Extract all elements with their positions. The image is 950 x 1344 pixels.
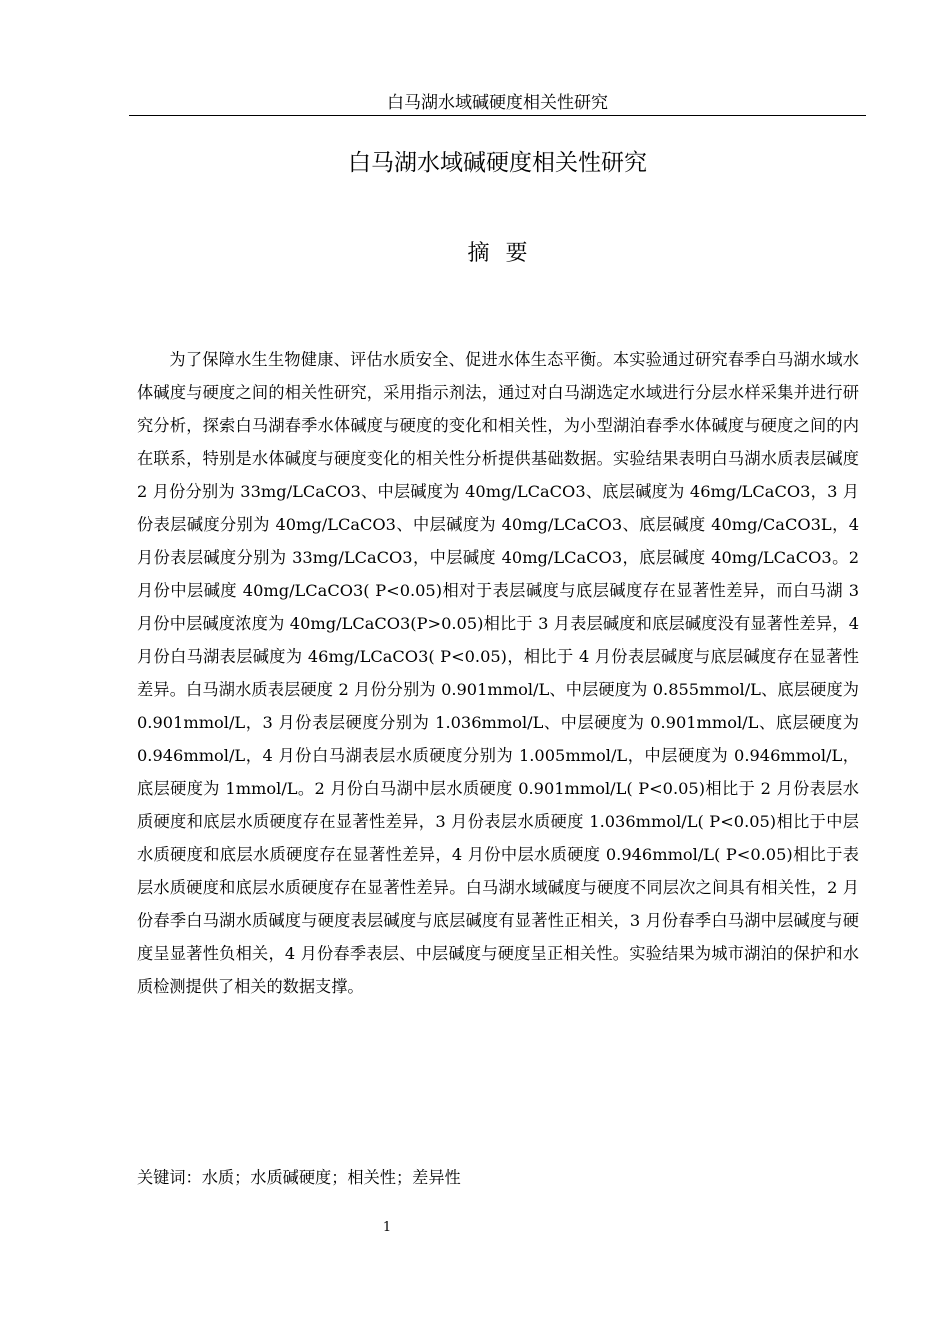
page-number: 1 [382, 1220, 392, 1235]
abstract-heading: 摘要 [467, 241, 544, 266]
keywords-line: 关键词：水质；水质碱硬度；相关性；差异性 [137, 1168, 461, 1187]
document-title: 白马湖水域碱硬度相关性研究 [348, 150, 647, 176]
running-header: 白马湖水域碱硬度相关性研究 [387, 93, 608, 113]
abstract-paragraph: 为了保障水生生物健康、评估水质安全、促进水体生态平衡。本实验通过研究春季白马湖水域水体碱度与硬度之间的相关性研究，采用指示剂法，通过对白马湖选定水域进行分层水样采集并进行研究分析，探索白马湖春季水体碱度与硬度的变化和相关性，为小型湖泊春季水体碱度与硬度之间的内在联系，特别是水体碱度与硬度变化的相关性分析提供基础数据。实验结果表明白马湖水质表层碱度 2 月份分别为 33mg/LCaCO3、中层碱度为 40mg/LCaCO3、底层碱度为 46mg/LCaCO3，3 月份表层碱度分别为 40mg/LCaCO3、中层碱度为 40mg/LCaCO3、底层碱度 40mg/CaCO3L，4 月份表层碱度分别为 33mg/LCaCO3，中层碱度 40mg/LCaCO3，底层碱度 40mg/LCaCO3。2 月份中层碱度 40mg/LCaCO3( P<0.05)相对于表层碱度与底层碱度存在显著性差异，而白马湖 3 月份中层碱度浓度为 40mg/LCaCO3(P>0.05)相比于 3 月表层碱度和底层碱度没有显著性差异，4 月份白马湖表层碱度为 46mg/LCaCO3( P<0.05)，相比于 4 月份表层碱度与底层碱度存在显著性差异。白马湖水质表层硬度 2 月份分别为 0.901mmol/L、中层硬度为 0.855mmol/L、底层硬度为 0.901mmol/L，3 月份表层硬度分别为 1.036mmol/L、中层硬度为 0.901mmol/L、底层硬度为 0.946mmol/L，4 月份白马湖表层水质硬度分别为 1.005mmol/L，中层硬度为 0.946mmol/L，底层硬度为 1mmol/L。2 月份白马湖中层水质硬度 0.901mmol/L( P<0.05)相比于 2 月份表层水质硬度和底层水质硬度存在显著性差异，3 月份表层水质硬度 1.036mmol/L( P<0.05)相比于中层水质硬度和底层水质硬度存在显著性差异，4 月份中层水质硬度 0.946mmol/L( P<0.05)相比于表层水质硬度和底层水质硬度存在显著性差异。白马湖水域碱度与硬度不同层次之间具有相关性，2 月份春季白马湖水质碱度与硬度表层碱度与底层碱度有显著性正相关，3 月份春季白马湖中层碱度与硬度呈显著性负相关，4 月份春季表层、中层碱度与硬度呈正相关性。实验结果为城市湖泊的保护和水质检测提供了相关的数据支撑。 [137, 350, 859, 996]
header-rule [129, 115, 866, 116]
